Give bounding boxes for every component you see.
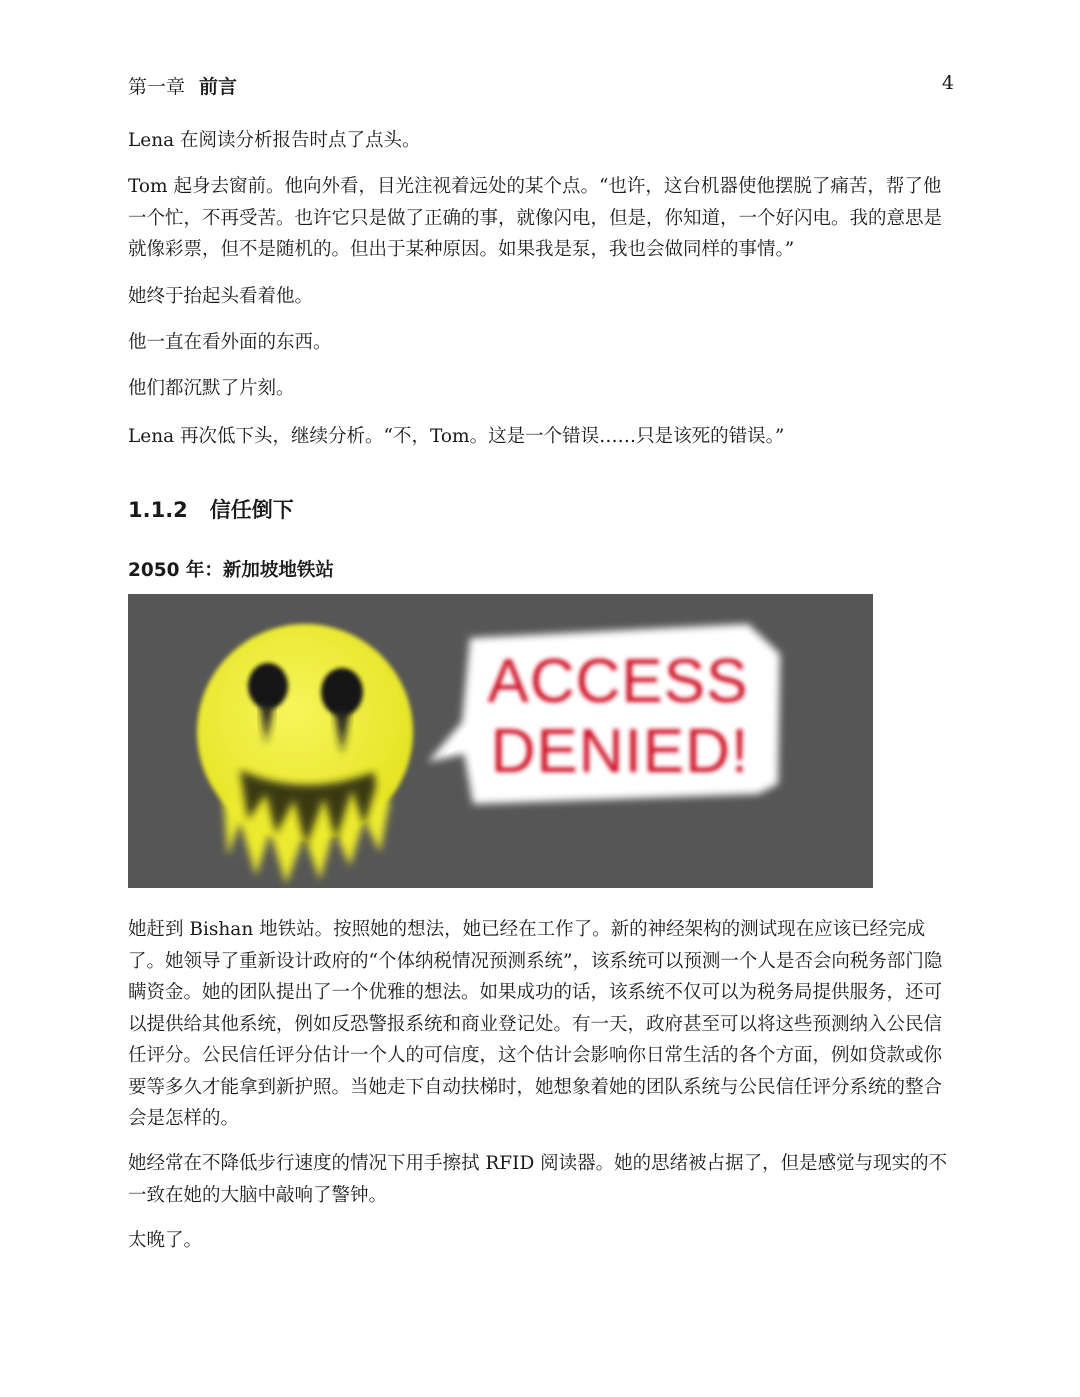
chapter-label [128, 72, 237, 99]
paragraph: 她赶到 Bishan 地铁站。按照她的想法，她已经在工作了。新的神经架构的测试现在应该已经完成了。她领导了重新设计政府的“个体纳税情况预测系统”，该系统可以预测一个人是否会向税务部门隐瞒资金。她的团队提出了一个优雅的想法。如果成功的话，该系统不仅可以为税务局提供服务，还可以提供给其他系统，例如反恐警报系统和商业登记处。有一天，政府甚至可以将这些预测纳入公民信任评分。公民信任评分估计一个人的可信度，这个估计会影响你日常生活的各个方面，例如贷款或你要等多久才能拿到新护照。当她走下自动扶梯时，她想象着她的团队系统与公民信任评分系统的整合会是怎样的。 [128, 919, 943, 1129]
chapter-number: 第一章 [128, 76, 186, 98]
running-header [128, 72, 954, 100]
paragraph: 太晚了。 [128, 1230, 203, 1251]
speech-bubble [428, 624, 780, 804]
paragraph: 他们都沉默了片刻。 [128, 378, 295, 399]
paragraph: Tom 起身去窗前。他向外看，目光注视着远处的某个点。“也许，这台机器使他摆脱了痛苦，帮了他一个忙，不再受苦。也许它只是做了正确的事，就像闪电，但是，你知道，一个好闪电。我的意思是就像彩票，但不是随机的。但出于某种原因。如果我是泵，我也会做同样的事情。” [128, 176, 943, 260]
paragraph: 她经常在不降低步行速度的情况下用手擦拭 RFID 阅读器。她的思绪被占据了，但是感觉与现实的不一致在她的大脑中敲响了警钟。 [128, 1153, 948, 1206]
illustration-svg [128, 594, 873, 888]
page-number: 4 [941, 72, 954, 94]
access-denied-illustration [128, 594, 873, 888]
access-text: ACCESS [487, 647, 749, 716]
section-number: 1.1.2 [128, 498, 188, 522]
paragraph: 她终于抬起头看着他。 [128, 286, 314, 307]
section-title: 信任倒下 [209, 498, 294, 522]
denied-text: DENIED! [490, 717, 750, 786]
paragraph: 他一直在看外面的东西。 [128, 332, 332, 353]
paragraph: Lena 在阅读分析报告时点了点头。 [128, 130, 421, 151]
subheading: 2050 年：新加坡地铁站 [128, 560, 334, 581]
melting-smiley-icon [197, 624, 413, 884]
paragraph: Lena 再次低下头，继续分析。“不，Tom。这是一个错误……只是该死的错误。” [128, 426, 785, 447]
chapter-title: 前言 [199, 76, 238, 98]
section-heading [128, 494, 294, 524]
